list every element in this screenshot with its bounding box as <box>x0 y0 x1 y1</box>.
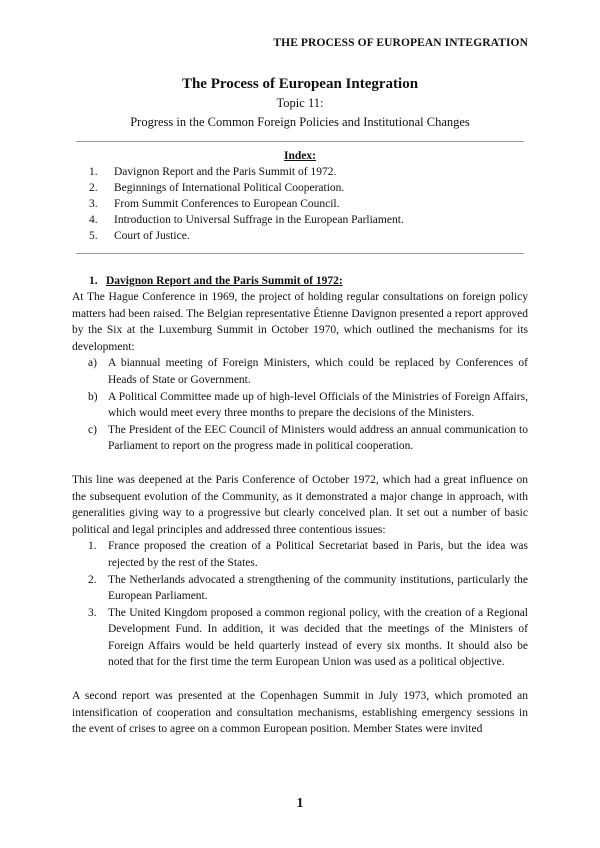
list-item-label: a) <box>88 357 97 370</box>
index-item-text: From Summit Conferences to European Council. <box>114 198 340 210</box>
list-item-label: 3. <box>88 606 97 619</box>
list-item-label: c) <box>88 423 97 436</box>
section-number: 1. <box>89 275 98 287</box>
section-1 <box>72 273 528 738</box>
page-number: 1 <box>296 796 304 811</box>
list-item-label: 2. <box>88 573 97 586</box>
paragraph: A second report was presented at the Copenhagen Summit in July 1973, which promoted an intensification of cooperation and consultation mechanisms, establishing emergency sessions in the event of crises to agree on a common European position. Member States were invited <box>72 690 528 736</box>
index-list <box>72 164 528 244</box>
index-item-number: 5. <box>89 230 98 242</box>
numbered-list <box>72 538 528 671</box>
paragraph: This line was deepened at the Paris Conference of October 1972, which had a great influence on the subsequent evolution of the Community, as it demonstrated a major change in approach, with generalities giving way to a progressive but clearly conceived plan. It set out a number of basic political and legal principles and addressed three contentious issues: <box>72 473 528 536</box>
title-block <box>72 74 528 132</box>
divider-bottom <box>76 253 524 254</box>
list-item <box>72 355 528 388</box>
index-item-text: Court of Justice. <box>114 230 190 242</box>
index-item <box>72 180 528 196</box>
index-item <box>72 196 528 212</box>
index-item-text: Davignon Report and the Paris Summit of 1972. <box>114 166 337 178</box>
index-item-number: 2. <box>89 182 98 194</box>
list-item <box>72 572 528 605</box>
divider-top <box>76 141 524 142</box>
index-item-number: 1. <box>89 166 98 178</box>
index-item <box>72 212 528 228</box>
list-item <box>72 605 528 671</box>
index-item-text: Beginnings of International Political Cooperation. <box>114 182 345 194</box>
paragraph: At The Hague Conference in 1969, the project of holding regular consultations on foreign policy matters had been raised. The Belgian representative Étienne Davignon presented a report approved by the Six at the Luxemburg Summit in October 1970, which outlined the mechanisms for its development: <box>72 291 528 353</box>
spacer <box>72 455 528 472</box>
list-item-label: b) <box>88 390 98 403</box>
list-item-text: The President of the EEC Council of Ministers would address an annual communication to Parliament to report on the progress made in political cooperation. <box>108 423 528 453</box>
list-item <box>72 538 528 571</box>
index-item-number: 4. <box>89 214 98 226</box>
lettered-list <box>72 355 528 455</box>
list-item-label: 1. <box>88 540 97 553</box>
index-item-text: Introduction to Universal Suffrage in the European Parliament. <box>114 214 404 226</box>
list-item-text: A biannual meeting of Foreign Ministers, which could be replaced by Conferences of Heads of State or Government. <box>108 357 528 386</box>
spacer <box>72 671 528 688</box>
index-item-number: 3. <box>89 198 98 210</box>
list-item-text: A Political Committee made up of high-level Officials of the Ministries of Foreign Affairs, which would meet every three months to prepare the decisions of the Ministers. <box>108 390 528 420</box>
index-item <box>72 164 528 180</box>
section-heading <box>72 273 528 289</box>
list-item <box>72 389 528 422</box>
document-title: The Process of European Integration <box>181 76 419 92</box>
list-item <box>72 422 528 455</box>
section-title: Davignon Report and the Paris Summit of 1972: <box>106 275 343 287</box>
topic-label: Topic 11: <box>276 96 324 110</box>
running-header: THE PROCESS OF EUROPEAN INTEGRATION <box>273 37 528 49</box>
document-subtitle: Progress in the Common Foreign Policies and Institutional Changes <box>130 115 470 129</box>
list-item-text: The United Kingdom proposed a common regional policy, with the creation of a Regional Development Fund. In addition, it was decided that the meetings of the Ministers of Foreign Affairs would be held quarterly instead of every six months. It should also be noted that for the first time the term European Union was used as a political objective. <box>108 606 528 669</box>
index-item <box>72 228 528 244</box>
index-heading: Index: <box>284 150 316 162</box>
list-item-text: The Netherlands advocated a strengthening of the community institutions, particularly the European Parliament. <box>108 573 528 603</box>
index-section <box>72 148 528 244</box>
list-item-text: France proposed the creation of a Political Secretariat based in Paris, but the idea was rejected by the rest of the States. <box>108 540 528 569</box>
